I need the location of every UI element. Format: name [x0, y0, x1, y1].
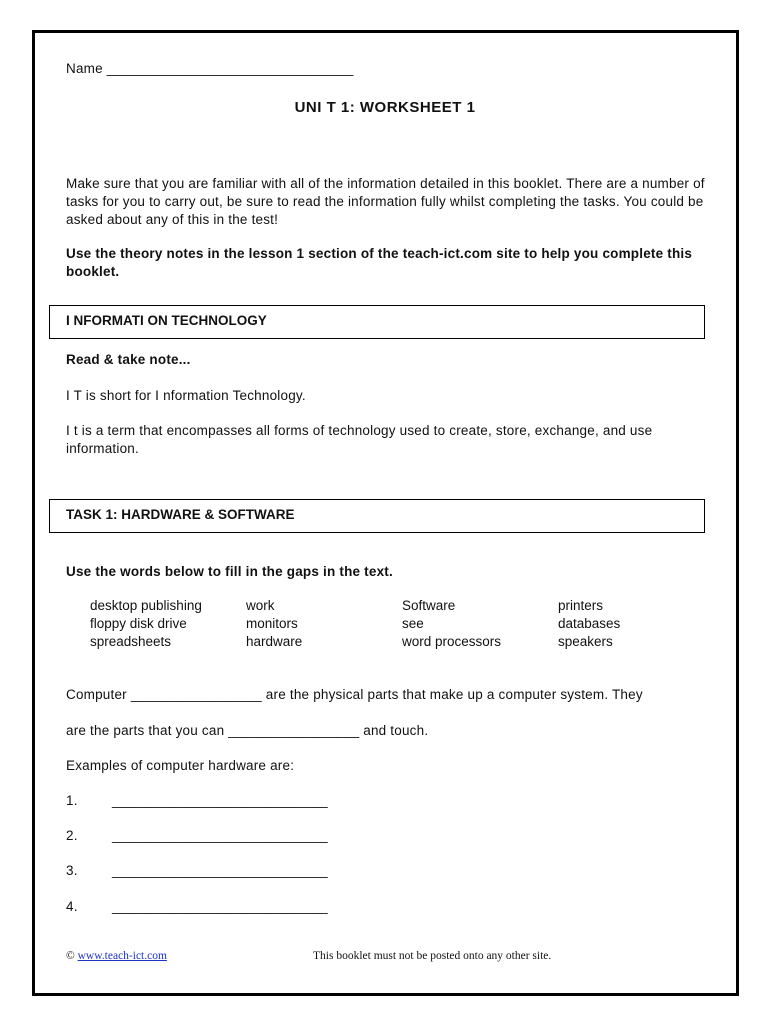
answer-blank: ____________________________	[112, 828, 328, 843]
copyright-symbol: ©	[66, 950, 75, 962]
list-number: 4.	[66, 899, 78, 914]
word-bank-item: spreadsheets	[90, 634, 172, 649]
intro-instruction: Use the theory notes in the lesson 1 section of the teach-ict.com site to help you complete this booklet.	[66, 246, 693, 279]
word-bank-item: printers	[558, 598, 604, 613]
word-bank-item: Software	[402, 598, 456, 613]
fill-gap-sentence-1: Computer _________________ are the physical parts that make up a computer system. They	[66, 687, 643, 702]
word-bank-item: desktop publishing	[90, 598, 202, 613]
list-number: 2.	[66, 828, 78, 843]
examples-label: Examples of computer hardware are:	[66, 758, 295, 773]
word-bank-item: speakers	[558, 634, 613, 649]
answer-blank: ____________________________	[112, 899, 328, 914]
word-bank-item: hardware	[246, 634, 303, 649]
task1-instruction: Use the words below to fill in the gaps in the text.	[66, 564, 393, 579]
word-bank	[90, 597, 670, 651]
list-number: 3.	[66, 863, 78, 878]
it-definition: I T is short for I nformation Technology.	[66, 388, 306, 403]
word-bank-item: monitors	[246, 616, 298, 631]
section-heading-box	[49, 305, 705, 339]
intro-paragraph: Make sure that you are familiar with all of the information detailed in this booklet. There are a number of tasks for you to carry out, be sure to read the information fully whilst completing the tasks. You could be asked about any of this in the test!	[66, 176, 705, 227]
name-field-line: Name ________________________________	[66, 61, 354, 76]
word-bank-item: see	[402, 616, 424, 631]
it-description: I t is a term that encompasses all forms of technology used to create, store, exchange, and use information.	[66, 423, 653, 456]
page-title: UNI T 1: WORKSHEET 1	[294, 99, 476, 116]
answer-blank: ____________________________	[112, 793, 328, 808]
teach-ict-link[interactable]: www.teach-ict.com	[77, 950, 167, 962]
word-bank-item: databases	[558, 616, 621, 631]
word-bank-item: work	[246, 598, 275, 613]
task-heading-box	[49, 499, 705, 533]
footer-notice: This booklet must not be posted onto any other site.	[313, 950, 552, 962]
fill-gap-sentence-2: are the parts that you can _________________ and touch.	[66, 723, 429, 738]
section-heading-it: I NFORMATI ON TECHNOLOGY	[66, 313, 267, 328]
read-take-note-heading: Read & take note...	[66, 352, 191, 367]
list-number: 1.	[66, 793, 78, 808]
task1-heading: TASK 1: HARDWARE & SOFTWARE	[66, 507, 295, 522]
answer-blank: ____________________________	[112, 863, 328, 878]
footer-copyright	[66, 950, 167, 962]
word-bank-item: floppy disk drive	[90, 616, 187, 631]
word-bank-item: word processors	[402, 634, 502, 649]
